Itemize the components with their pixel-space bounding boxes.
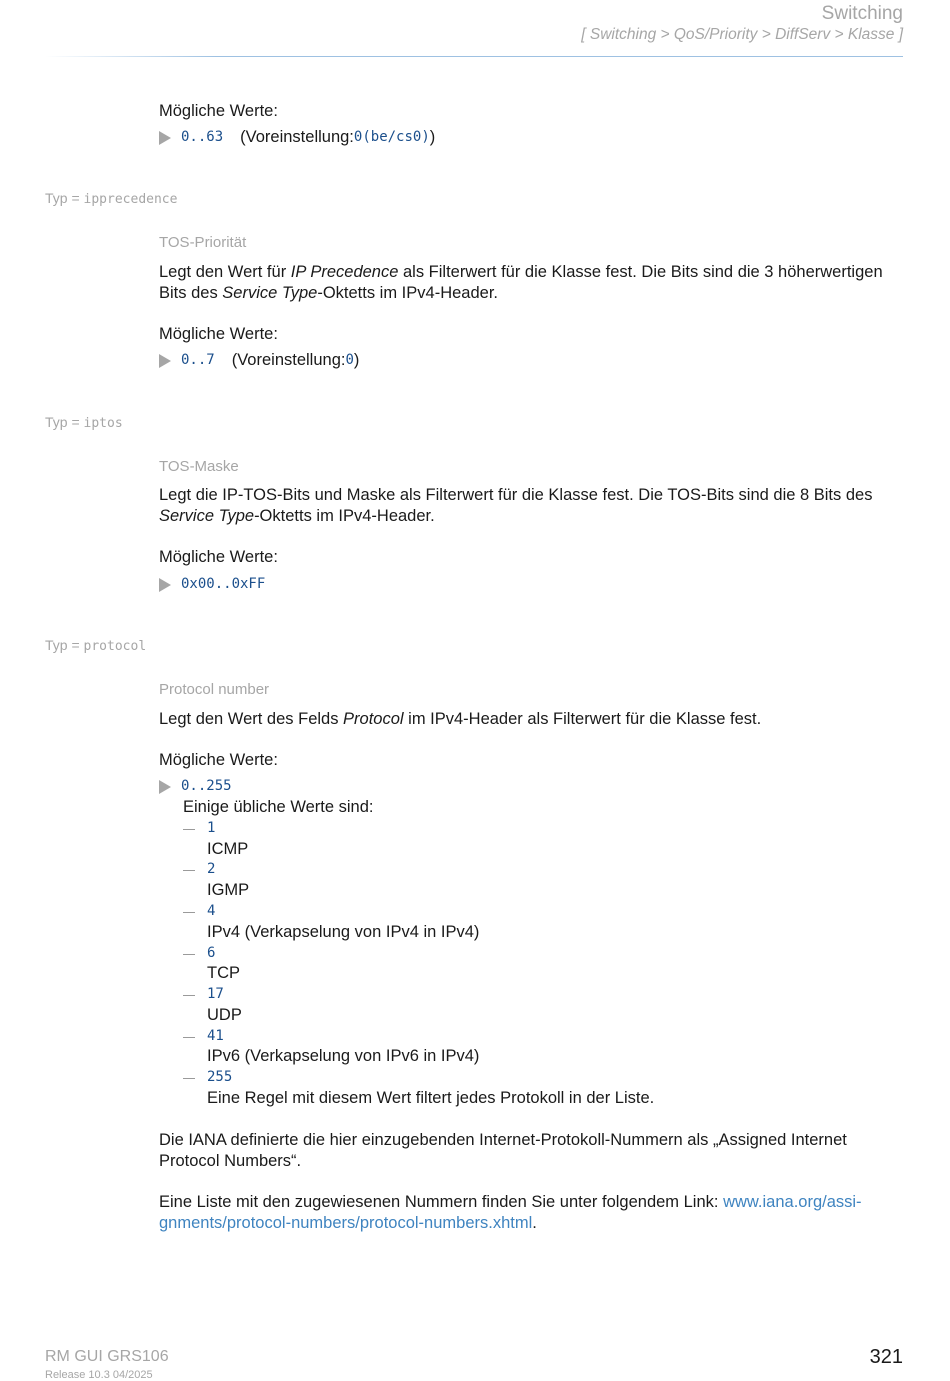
value-range: 0..7: [181, 352, 215, 368]
default-value: 0(be/cs0): [353, 129, 430, 145]
list-item-description: TCP: [207, 964, 240, 982]
default-suffix: ): [353, 351, 360, 369]
section-description: Legt die IP-TOS-Bits und Maske als Filterwert für die Klasse fest. Die TOS-Bits sind die 8 Bits des Service Type-Oktetts im IPv4-Header.: [159, 486, 873, 525]
list-dash: [183, 912, 195, 913]
value-range: 0..255: [181, 778, 232, 794]
bullet-triangle-icon: [159, 780, 171, 794]
list-item-number: 2: [207, 861, 216, 877]
value-range-item: [159, 350, 359, 371]
list-item-number: 4: [207, 903, 216, 919]
list-item-number: 6: [207, 945, 216, 961]
link-prefix: Eine Liste mit den zugewiesenen Nummern finden Sie unter folgendem Link:: [159, 1193, 724, 1211]
default-prefix: (Voreinstellung:: [231, 351, 346, 369]
typ-label-iptos: [45, 414, 123, 431]
list-item-description: ICMP: [207, 840, 249, 858]
default-prefix: (Voreinstellung:: [240, 128, 354, 146]
list-item-number: 255: [207, 1069, 233, 1085]
values-heading: Mögliche Werte:: [159, 102, 278, 120]
iana-paragraph: Die IANA definierte die hier einzugebenden Internet-Protokoll-Nummern als „Assigned Internet Protocol Numbers“.: [159, 1131, 847, 1170]
typ-value: iptos: [83, 416, 123, 431]
header-divider: [45, 56, 903, 57]
link-suffix: .: [532, 1214, 537, 1232]
typ-label-protocol: [45, 637, 146, 654]
section-subtitle: TOS-Priorität: [159, 234, 247, 251]
page-number: 321: [869, 1346, 903, 1368]
value-range-item: [159, 574, 265, 595]
list-item-number: 17: [207, 986, 224, 1002]
iana-protocol-numbers-link[interactable]: www.iana.org/assi-gnments/protocol-numbers/protocol-numbers.xhtml: [159, 1193, 862, 1232]
bullet-triangle-icon: [159, 578, 171, 592]
list-dash: [183, 829, 195, 830]
common-values-intro: Einige übliche Werte sind:: [183, 798, 374, 816]
values-heading: Mögliche Werte:: [159, 325, 278, 343]
section-description: Legt den Wert des Felds Protocol im IPv4-Header als Filterwert für die Klasse fest.: [159, 710, 762, 728]
footer-release: Release 10.3 04/2025: [45, 1369, 153, 1381]
list-item-number: 1: [207, 820, 216, 836]
section-subtitle: Protocol number: [159, 681, 270, 698]
list-item-description: Eine Regel mit diesem Wert filtert jedes Protokoll in der Liste.: [207, 1089, 655, 1107]
list-dash: [183, 1037, 195, 1038]
list-item-description: UDP: [207, 1006, 242, 1024]
default-value: 0: [345, 352, 354, 368]
list-item-description: IPv6 (Verkapselung von IPv6 in IPv4): [207, 1047, 480, 1065]
list-item-number: 41: [207, 1028, 224, 1044]
value-range-item: [159, 776, 232, 797]
values-heading: Mögliche Werte:: [159, 751, 278, 769]
typ-label: Typ =: [45, 414, 80, 430]
typ-label: Typ =: [45, 190, 80, 206]
typ-value: protocol: [83, 639, 147, 654]
typ-value: ipprecedence: [83, 192, 178, 207]
breadcrumb: [ Switching > QoS/Priority > DiffServ > Klasse ]: [581, 26, 903, 43]
list-dash: [183, 1078, 195, 1079]
list-dash: [183, 954, 195, 955]
bullet-triangle-icon: [159, 354, 171, 368]
section-description: Legt den Wert für IP Precedence als Filterwert für die Klasse fest. Die Bits sind die 3 höherwertigen Bits des Service Type-Oktetts im IPv4-Header.: [159, 263, 883, 302]
list-item-description: IPv4 (Verkapselung von IPv4 in IPv4): [207, 923, 480, 941]
values-heading: Mögliche Werte:: [159, 548, 278, 566]
typ-label-ipprecedence: [45, 190, 177, 207]
value-range-item: [159, 127, 435, 148]
footer-document-id: RM GUI GRS106: [45, 1348, 169, 1365]
default-suffix: ): [429, 128, 436, 146]
iana-link-paragraph: [159, 1192, 904, 1234]
typ-label: Typ =: [45, 637, 80, 653]
list-item-description: IGMP: [207, 881, 250, 899]
bullet-triangle-icon: [159, 131, 171, 145]
header-title: Switching: [821, 3, 903, 24]
list-dash: [183, 870, 195, 871]
section-subtitle: TOS-Maske: [159, 458, 239, 475]
value-range: 0x00..0xFF: [181, 576, 266, 592]
list-dash: [183, 995, 195, 996]
value-range: 0..63: [181, 129, 224, 145]
